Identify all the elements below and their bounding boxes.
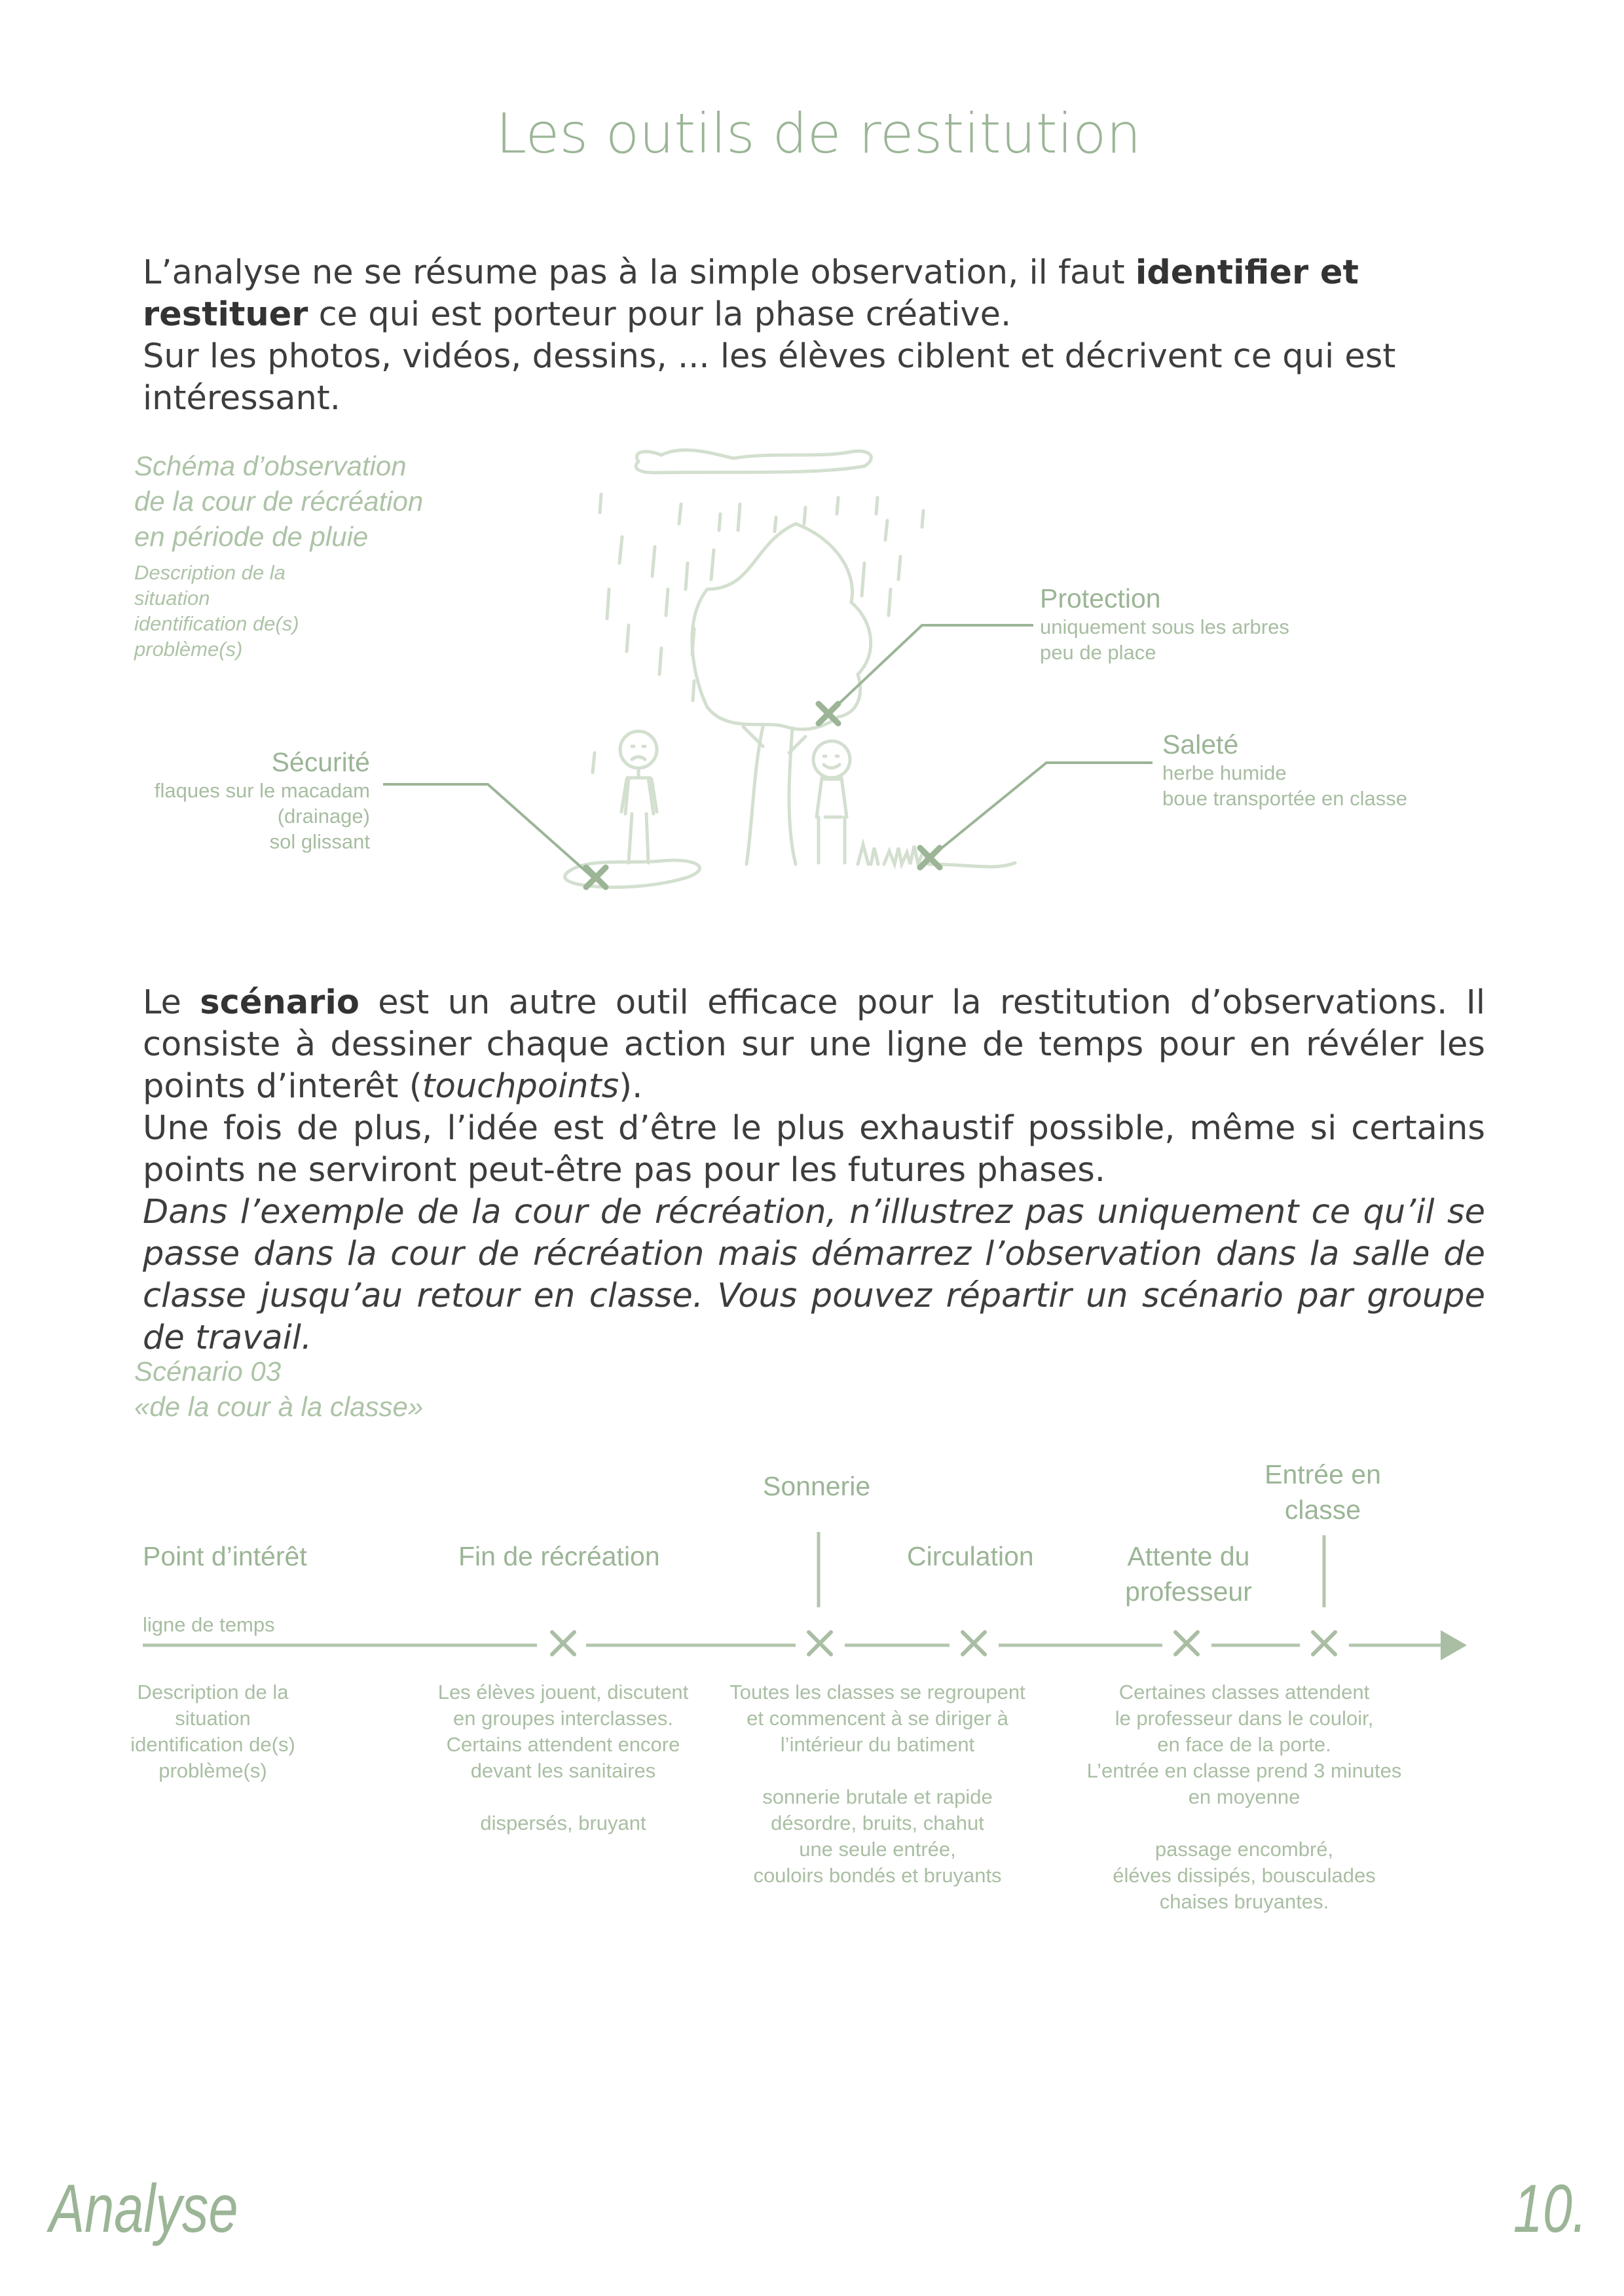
timeline-desc-label: Description de la situation identification de(s) problème(s) xyxy=(130,1681,295,1782)
timeline-marker-entree xyxy=(1313,1632,1335,1654)
event-attente-description: Certaines classes attendent le professeur dans le couloir, en face de la porte. L’entrée en classe prend 3 minutes en moyenne passage encombré, éléves dissipés, bousculades chaises bruyantes. xyxy=(1086,1681,1402,1913)
intro-paragraph-1: L’analyse ne se résume pas à la simple observation, il faut identifier et restituer ce qui est porteur pour la phase créative. xyxy=(143,253,1359,334)
event-sonnerie-description: Toutes les classes se regroupent et commencent à se diriger à l’intérieur du batiment sonnerie brutale et rapide désordre, bruits, chahut une seule entrée, couloirs bondés et bruyants xyxy=(729,1681,1025,1887)
callout-protection: Protection uniquement sous les arbres peu de place xyxy=(1040,583,1289,664)
callout-securite: Sécurité flaques sur le macadam (drainage) sol glissant xyxy=(154,747,370,853)
figure1-subcaption: Description de la situation identification de(s) problème(s) xyxy=(134,561,299,661)
page-number: 10. xyxy=(1513,2171,1587,2247)
scenario-text xyxy=(143,982,1485,1359)
page-title: Les outils de restitution xyxy=(496,101,1141,166)
scenario-paragraph-3: Dans l’exemple de la cour de récréation, n’illustrez pas uniquement ce qu’il se passe dans la cour de récréation mais démarrez l’observation dans la salle de classe jusqu’au retour en classe. Vous pouvez répartir un scénario par groupe de travail. xyxy=(143,1193,1485,1357)
timeline-marker-fin xyxy=(552,1632,574,1654)
figure1-caption: Schéma d’observation de la cour de récréation en période de pluie xyxy=(134,450,424,552)
timeline-line-label: ligne de temps xyxy=(143,1613,275,1636)
event-fin-label: Fin de récréation xyxy=(458,1541,660,1571)
event-fin-description: Les élèves jouent, discutent en groupes interclasses. Certains attendent encore devant les sanitaires dispersés, bruyant xyxy=(437,1681,689,1834)
timeline-marker-attente xyxy=(1175,1632,1198,1654)
timeline-marker-sonnerie xyxy=(809,1632,831,1654)
timeline-marker-circulation xyxy=(963,1632,985,1654)
callout-salete: Saleté herbe humide boue transportée en classe xyxy=(1162,729,1407,810)
footer-section: Analyse xyxy=(49,2171,238,2247)
event-entree-label: Entrée en classe xyxy=(1264,1459,1381,1525)
intro-paragraph-2: Sur les photos, vidéos, dessins, ... les élèves ciblent et décrivent ce qui est intéressant. xyxy=(143,337,1396,418)
scenario-paragraph-2: Une fois de plus, l’idée est d’être le plus exhaustif possible, même si certains points ne serviront peut-être pas pour les futures phases. xyxy=(143,1109,1485,1190)
scenario-paragraph-1: Le scénario est un autre outil efficace pour la restitution d’observations. Il consiste à dessiner chaque action sur une ligne de temps pour en révéler les points d’interêt (touchpoints). xyxy=(143,983,1485,1106)
event-attente-label: Attente du professeur xyxy=(1125,1541,1252,1607)
event-circulation-label: Circulation xyxy=(907,1541,1034,1571)
timeline-line xyxy=(0,1506,1624,1676)
event-sonnerie-label: Sonnerie xyxy=(763,1471,871,1501)
timeline-caption: Scénario 03 «de la cour à la classe» xyxy=(134,1356,424,1422)
timeline-arrowhead-icon xyxy=(1441,1630,1467,1660)
timeline-point-label: Point d’intérêt xyxy=(143,1541,307,1571)
